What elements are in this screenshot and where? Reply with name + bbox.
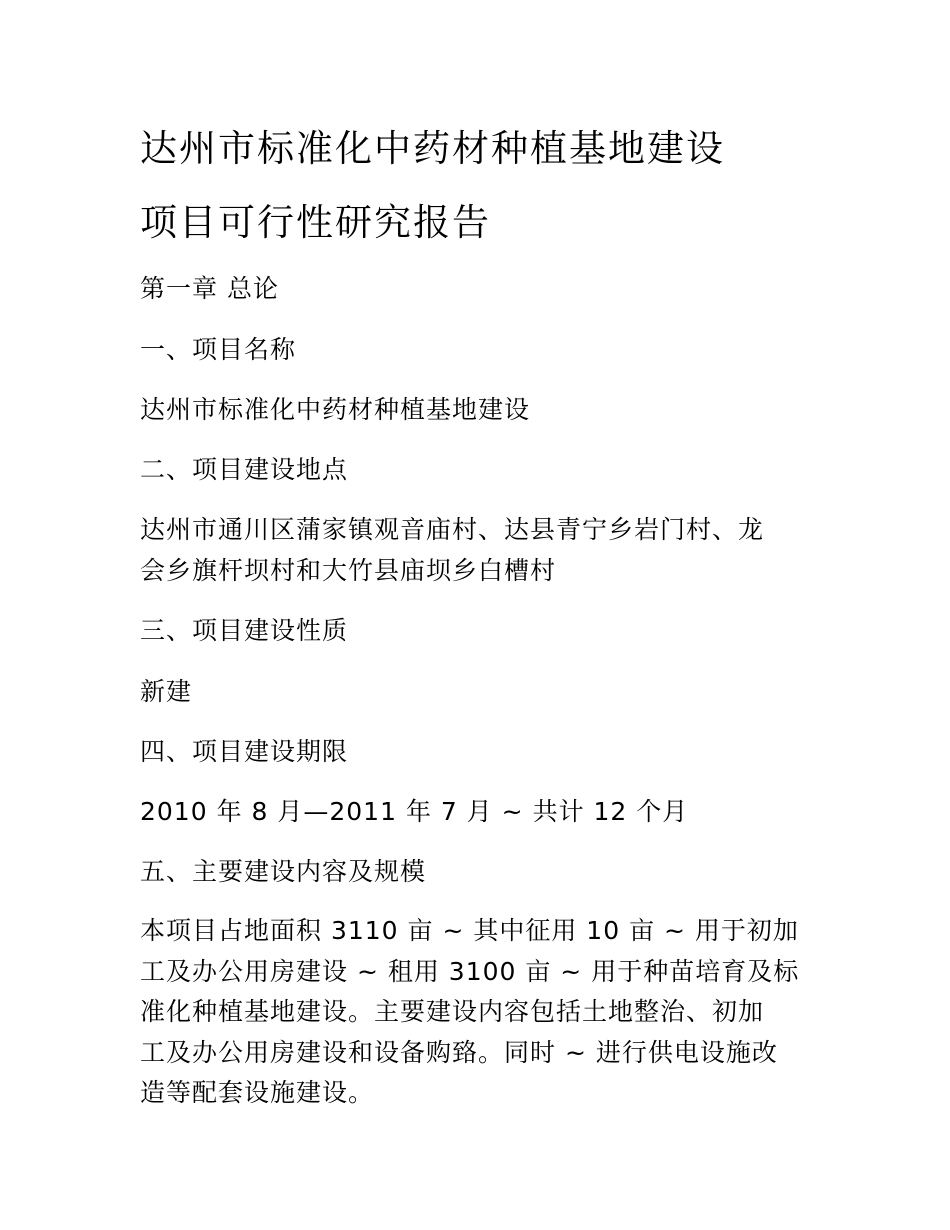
section-heading-scope: 五、主要建设内容及规模 xyxy=(140,857,427,886)
section-heading-nature: 三、项目建设性质 xyxy=(140,616,349,645)
body-line: 本项目占地面积 3110 亩 ~ 其中征用 10 亩 ~ 用于初加 xyxy=(140,916,799,945)
report-title-line-1: 达州市标准化中药材种植基地建设 xyxy=(140,127,725,170)
chapter-heading: 第一章 总论 xyxy=(140,274,279,303)
body-line: 准化种植基地建设。主要建设内容包括土地整治、初加 xyxy=(140,997,765,1026)
body-line: 达州市通川区蒲家镇观音庙村、达县青宁乡岩门村、龙 xyxy=(140,515,765,544)
body-line: 工及办公用房建设和设备购臵。同时 ~ 进行供电设施改 xyxy=(140,1037,778,1067)
section-body-project-name: 达州市标准化中药材种植基地建设 xyxy=(140,395,531,424)
section-heading-project-name: 一、项目名称 xyxy=(140,335,297,364)
section-body-scope xyxy=(140,911,820,1114)
section-body-period: 2010 年 8 月—2011 年 7 月 ~ 共计 12 个月 xyxy=(140,797,689,826)
section-heading-location: 二、项目建设地点 xyxy=(140,455,349,484)
section-heading-period: 四、项目建设期限 xyxy=(140,737,349,766)
section-body-nature: 新建 xyxy=(140,677,193,706)
section-body-location xyxy=(140,510,820,591)
body-line: 会乡旗杆坝村和大竹县庙坝乡白槽村 xyxy=(140,555,557,585)
body-line: 造等配套设施建设。 xyxy=(140,1078,375,1107)
report-title-line-2: 项目可行性研究报告 xyxy=(140,201,491,244)
body-line: 工及办公用房建设 ~ 租用 3100 亩 ~ 用于种苗培育及标 xyxy=(140,956,800,986)
